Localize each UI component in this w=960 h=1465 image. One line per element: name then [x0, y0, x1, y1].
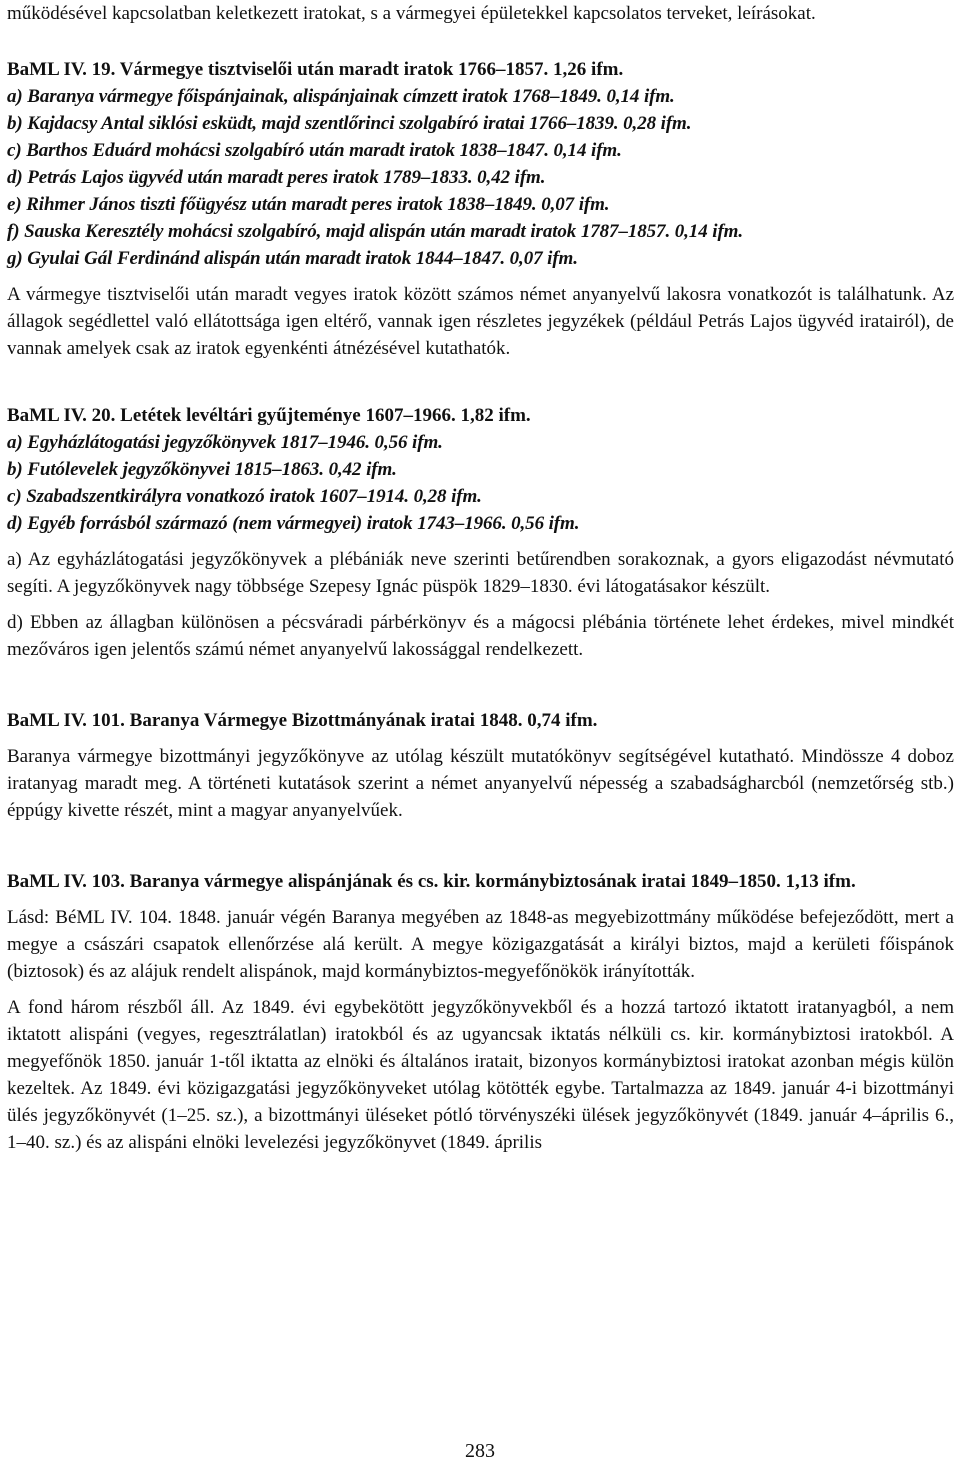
section-iv-19-sub-d: d) Petrás Lajos ügyvéd után maradt peres iratok 1789–1833. 0,42 ifm.: [7, 167, 546, 188]
section-iv-19-sub-c: c) Barthos Eduárd mohácsi szolgabíró után maradt iratok 1838–1847. 0,14 ifm.: [7, 140, 622, 161]
section-iv-20-sub-b: b) Futólevelek jegyzőkönyvei 1815–1863. 0,42 ifm.: [7, 459, 397, 480]
section-iv-101-heading: BaML IV. 101. Baranya Vármegye Bizottmányának iratai 1848. 0,74 ifm.: [7, 710, 598, 731]
section-iv-20-heading: BaML IV. 20. Letétek levéltári gyűjteménye 1607–1966. 1,82 ifm.: [7, 405, 531, 426]
section-iv-19: [7, 56, 954, 362]
section-iv-19-sub-e: e) Rihmer János tiszti főügyész után maradt peres iratok 1838–1849. 0,07 ifm.: [7, 194, 610, 215]
section-iv-19-heading: BaML IV. 19. Vármegye tisztviselői után maradt iratok 1766–1857. 1,26 ifm.: [7, 59, 624, 80]
section-iv-101: [7, 707, 954, 824]
section-iv-20-sub-c: c) Szabadszentkirályra vonatkozó iratok 1607–1914. 0,28 ifm.: [7, 486, 482, 507]
section-iv-103-heading: BaML IV. 103. Baranya vármegye alispánjának és cs. kir. kormánybiztosának iratai 1849–1850. 1,13 ifm.: [7, 871, 856, 892]
section-iv-19-sub-g: g) Gyulai Gál Ferdinánd alispán után maradt iratok 1844–1847. 0,07 ifm.: [7, 248, 578, 269]
section-iv-101-paragraph: Baranya vármegye bizottmányi jegyzőkönyve az utólag készült mutatókönyv segítségével kutatható. Mindössze 4 doboz iratanyag maradt meg. A történeti kutatások szerint a német anyanyelvű népesség a szabadságharcból (nemzetőrség stb.) éppúgy kivette részét, mint a magyar anyanyelvűek.: [7, 746, 954, 821]
section-iv-19-sub-f: f) Sauska Keresztély mohácsi szolgabíró, majd alispán után maradt iratok 1787–1857. 0,14 ifm.: [7, 221, 743, 242]
section-iv-20: [7, 402, 954, 663]
intro-paragraph: működésével kapcsolatban keletkezett iratokat, s a vármegyei épületekkel kapcsolatos terveket, leírásokat.: [7, 3, 816, 24]
document-page: [7, 0, 954, 1156]
section-iv-19-paragraph: A vármegye tisztviselői után maradt vegyes iratok között számos német anyanyelvű lakosra vonatkozót is találhatunk. Az állagok segédlettel való ellátottsága igen eltérő, vannak igen részletes jegyzékek (például Petrás Lajos ügyvéd iratairól), de vannak amelyek csak az iratok egyenkénti átnézésével kutathatók.: [7, 284, 954, 359]
section-iv-19-sub-b: b) Kajdacsy Antal siklósi esküdt, majd szentlőrinci szolgabíró iratai 1766–1839. 0,28 ifm.: [7, 113, 692, 134]
section-iv-20-paragraph-d: d) Ebben az állagban különösen a pécsváradi párbérkönyv és a mágocsi plébánia története lehet érdekes, mivel mindkét mezőváros igen jelentős számú német anyanyelvű lakossággal rendelkezett.: [7, 612, 954, 660]
page-number: 283: [465, 1440, 495, 1462]
section-iv-19-sub-a: a) Baranya vármegye főispánjainak, alispánjainak címzett iratok 1768–1849. 0,14 ifm.: [7, 86, 675, 107]
section-iv-103-paragraph-2: A fond három részből áll. Az 1849. évi egybekötött jegyzőkönyvekből és a hozzá tartozó iktatott iratanyagból, a nem iktatott alispáni (vegyes, regesztrálatlan) iratokból és az ugyancsak iktatás nélküli cs. kir. kormánybiztosi iratokból. A megyefőnök 1850. január 1-től iktatta az elnöki és általános iratait, bizonyos kormánybiztosi iratokat azonban mégis külön kezeltek. Az 1849. évi közigazgatási jegyzőkönyveket utólag kötötték egybe. Tartalmazza az 1849. január 4-i bizottmányi ülés jegyzőkönyvét (1–25. sz.), a bizottmányi üléseket pótló törvényszéki ülések jegyzőkönyvét (1849. január 4–április 6., 1–40. sz.) és az alispáni elnöki levelezési jegyzőkönyvet (1849. április: [7, 997, 954, 1153]
section-iv-20-paragraph-a: a) Az egyházlátogatási jegyzőkönyvek a plébániák neve szerinti betűrendben sorakoznak, a gyors eligazodást névmutató segíti. A jegyzőkönyvek nagy többsége Szepesy Ignác püspök 1829–1830. évi látogatásakor készült.: [7, 549, 954, 597]
section-iv-20-sub-a: a) Egyházlátogatási jegyzőkönyvek 1817–1946. 0,56 ifm.: [7, 432, 443, 453]
section-iv-20-sub-d: d) Egyéb forrásból származó (nem vármegyei) iratok 1743–1966. 0,56 ifm.: [7, 513, 580, 534]
section-iv-103: [7, 868, 954, 1156]
section-iv-103-paragraph-1: Lásd: BéML IV. 104. 1848. január végén Baranya megyében az 1848-as megyebizottmány működése befejeződött, mert a megye a császári csapatok ellenőrzése alá került. A megye közigazgatását a királyi biztos, majd a kerületi főispánok (biztosok) és az alájuk rendelt alispánok, majd kormánybiztos-megyefőnökök irányították.: [7, 907, 954, 982]
